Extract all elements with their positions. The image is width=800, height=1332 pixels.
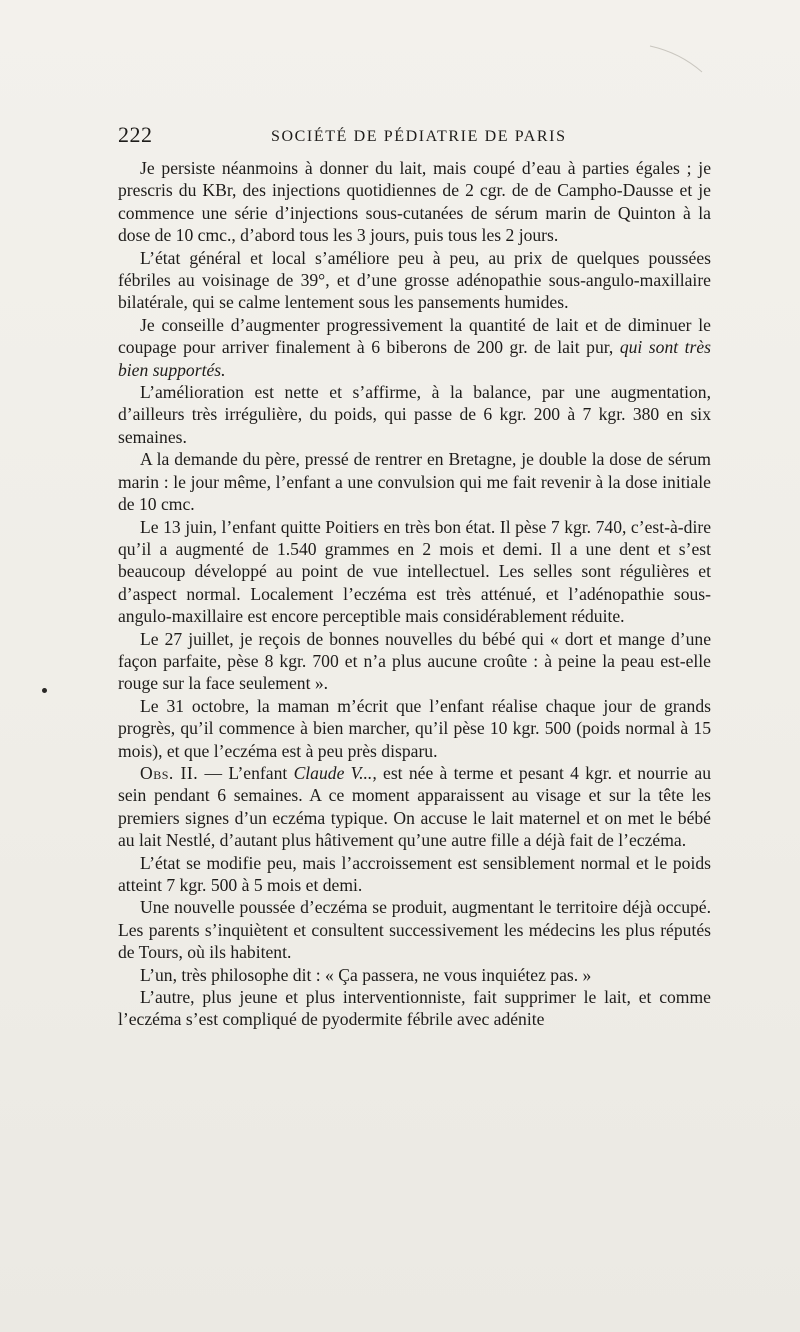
paragraph-text: est née à terme et pesant 4 kgr. et nourrie au sein pendant 6 semaines. A ce moment apparaissent au visage et sur la tête les premiers signes d’un eczéma typique. On accuse le lait maternel et on met le bébé au lait Nestlé, d’autant plus hâtivement qu’une autre fille a déjà fait de l’eczéma.: [118, 762, 711, 851]
page-corner-crease: [648, 44, 704, 74]
page-number: 222: [118, 122, 153, 147]
article-body: [118, 157, 711, 1031]
page-header: [118, 122, 718, 152]
paragraph: Le 31 octobre, la maman m’écrit que l’enfant réalise chaque jour de grands progrès, qu’il commence à bien marcher, qu’il pèse 10 kgr. 500 (poids normal à 15 mois), et que l’eczéma est à peu près disparu.: [118, 695, 711, 761]
paragraph: Je persiste néanmoins à donner du lait, mais coupé d’eau à parties égales ; je prescris du KBr, des injections quotidiennes de 2 cgr. de de Campho-Dausse et je commence une série d’injections sous-cutanées de sérum marin de Quinton à la dose de 10 cmc., d’abord tous les 3 jours, puis tous les 2 jours.: [118, 158, 711, 246]
paragraph-text: — L’enfant: [204, 762, 288, 783]
running-title: SOCIÉTÉ DE PÉDIATRIE DE PARIS: [271, 128, 567, 145]
paragraph: L’un, très philosophe dit : « Ça passera, ne vous inquiétez pas. »: [140, 964, 592, 985]
observation-paragraph: [118, 762, 711, 852]
paragraph: A la demande du père, pressé de rentrer en Bretagne, je double la dose de sérum marin : le jour même, l’enfant a une convulsion qui me fait revenir à la dose initiale de 10 cmc.: [118, 449, 711, 515]
paragraph: L’autre, plus jeune et plus interventionniste, fait supprimer le lait, et comme l’eczéma s’est compliqué de pyodermite fébrile avec adénite: [118, 987, 711, 1030]
paragraph: L’amélioration est nette et s’affirme, à la balance, par une augmentation, d’ailleurs très irrégulière, du poids, qui passe de 6 kgr. 200 à 7 kgr. 380 en six semaines.: [118, 382, 711, 447]
margin-dot: [42, 688, 47, 693]
italic-phrase: qui sont très bien supportés.: [118, 337, 712, 380]
patient-name: Claude V...,: [293, 762, 377, 783]
paragraph: Une nouvelle poussée d’eczéma se produit, augmentant le territoire déjà occupé. Les parents s’inquiètent et consultent successivement les médecins les plus réputés de Tours, où ils habitent.: [118, 897, 711, 963]
paragraph: Le 13 juin, l’enfant quitte Poitiers en très bon état. Il pèse 7 kgr. 740, c’est-à-dire qu’il a augmenté de 1.540 grammes en 2 mois et demi. Il a une dent et s’est beaucoup développé au point de vue intellectuel. Les selles sont régulières et d’aspect normal. Localement l’eczéma est très atténué, et l’adénopathie sous-angulo-maxillaire est encore perceptible mais considérablement réduite.: [118, 516, 711, 627]
paragraph: [118, 314, 711, 381]
paragraph: L’état général et local s’améliore peu à peu, au prix de quelques poussées fébriles au voisinage de 39°, et d’une grosse adénopathie sous-angulo-maxillaire bilatérale, qui se calme lentement sous les pansements humides.: [118, 247, 711, 313]
paragraph-text: Je conseille d’augmenter progressivement la quantité de lait et de diminuer le coupage pour arriver finalement à 6 biberons de 200 gr. de lait pur,: [118, 314, 711, 358]
paragraph: L’état se modifie peu, mais l’accroissement est sensiblement normal et le poids atteint 7 kgr. 500 à 5 mois et demi.: [118, 852, 711, 895]
paragraph: Le 27 juillet, je reçois de bonnes nouvelles du bébé qui « dort et mange d’une façon parfaite, pèse 8 kgr. 700 et n’a plus aucune croûte : à peine la peau est-elle rouge sur la face seulement ».: [118, 628, 711, 694]
observation-label: Obs. II.: [140, 762, 199, 783]
